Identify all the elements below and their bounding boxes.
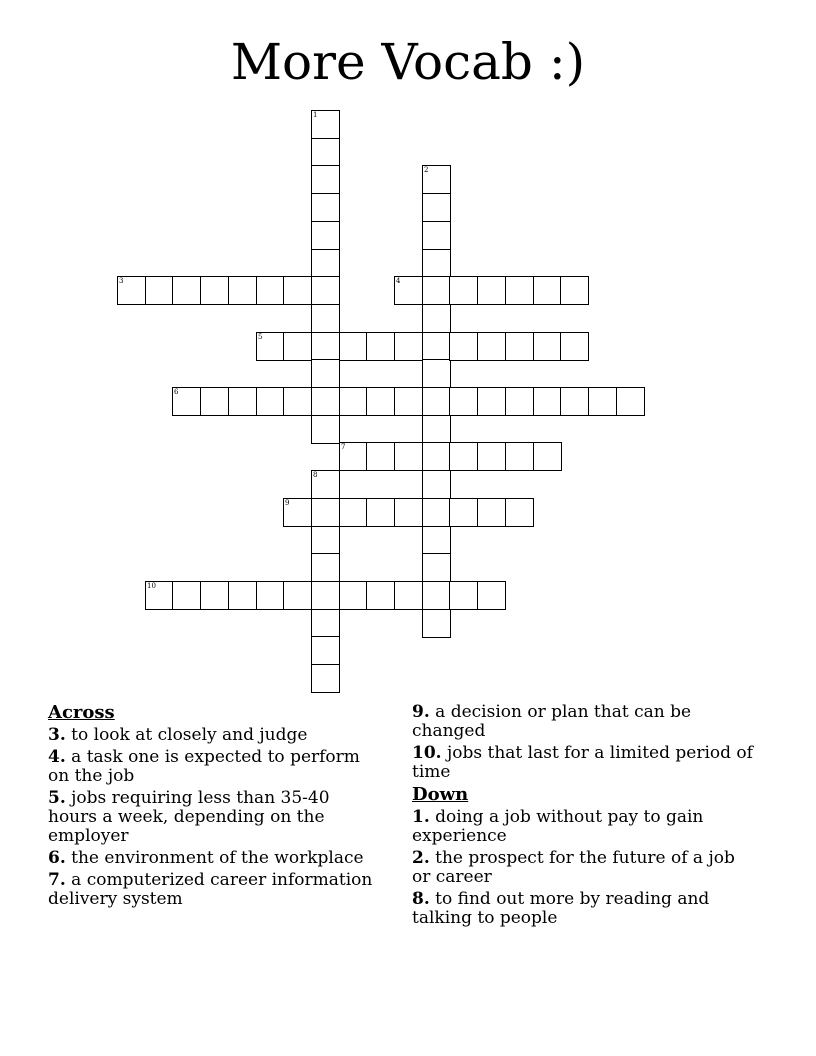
clue-number: 3	[119, 277, 124, 285]
grid-cell[interactable]	[200, 387, 229, 416]
grid-cell[interactable]	[560, 332, 589, 361]
grid-cell[interactable]	[394, 442, 423, 471]
grid-cell[interactable]	[200, 581, 229, 610]
grid-cell[interactable]	[311, 526, 340, 555]
grid-cell[interactable]	[422, 442, 451, 471]
clue-number: 6	[174, 388, 179, 396]
grid-cell[interactable]	[311, 193, 340, 222]
clue-across-5: 5. jobs requiring less than 35-40 hours a week, depending on the employer	[48, 788, 330, 846]
grid-cell[interactable]	[311, 664, 340, 693]
clue-across-4: 4. a task one is expected to perform on the job	[48, 747, 360, 786]
grid-cell[interactable]	[311, 553, 340, 582]
grid-cell[interactable]	[449, 581, 478, 610]
grid-cell[interactable]	[311, 498, 340, 527]
grid-cell[interactable]	[394, 332, 423, 361]
grid-cell[interactable]	[311, 387, 340, 416]
grid-cell[interactable]	[533, 442, 562, 471]
grid-cell[interactable]	[366, 332, 395, 361]
grid-cell[interactable]	[256, 332, 285, 361]
grid-cell[interactable]	[560, 276, 589, 305]
grid-cell[interactable]	[311, 609, 340, 638]
grid-cell[interactable]	[422, 221, 451, 250]
grid-cell[interactable]	[311, 636, 340, 665]
across-clues	[48, 703, 383, 912]
grid-cell[interactable]	[394, 581, 423, 610]
grid-cell[interactable]	[560, 387, 589, 416]
grid-cell[interactable]	[339, 442, 368, 471]
grid-cell[interactable]	[422, 332, 451, 361]
grid-cell[interactable]	[283, 276, 312, 305]
grid-cell[interactable]	[228, 581, 257, 610]
grid-cell[interactable]	[422, 470, 451, 499]
down-heading: Down	[412, 784, 469, 805]
grid-cell[interactable]	[339, 332, 368, 361]
grid-cell[interactable]	[422, 387, 451, 416]
grid-cell[interactable]	[311, 249, 340, 278]
grid-cell[interactable]	[449, 387, 478, 416]
grid-cell[interactable]	[256, 387, 285, 416]
grid-cell[interactable]	[311, 415, 340, 444]
grid-cell[interactable]	[505, 442, 534, 471]
grid-cell[interactable]	[366, 498, 395, 527]
clue-number: 9	[285, 499, 290, 507]
clue-number: 1	[313, 111, 318, 119]
grid-cell[interactable]	[422, 276, 451, 305]
grid-cell[interactable]	[172, 581, 201, 610]
grid-cell[interactable]	[366, 442, 395, 471]
grid-cell[interactable]	[422, 304, 451, 333]
clue-across-9: 9. a decision or plan that can be changed	[412, 702, 692, 741]
grid-cell[interactable]	[422, 249, 451, 278]
grid-cell[interactable]	[311, 304, 340, 333]
grid-cell[interactable]	[145, 276, 174, 305]
grid-cell[interactable]	[477, 387, 506, 416]
grid-cell[interactable]	[616, 387, 645, 416]
grid-cell[interactable]	[422, 526, 451, 555]
clue-across-6: 6. the environment of the workplace	[48, 848, 364, 868]
grid-cell[interactable]	[172, 276, 201, 305]
grid-cell[interactable]	[422, 415, 451, 444]
grid-cell[interactable]	[477, 332, 506, 361]
grid-cell[interactable]	[422, 359, 451, 388]
grid-cell[interactable]	[283, 498, 312, 527]
grid-cell[interactable]	[449, 498, 478, 527]
grid-cell[interactable]	[145, 581, 174, 610]
grid-cell[interactable]	[200, 276, 229, 305]
grid-cell[interactable]	[228, 276, 257, 305]
grid-cell[interactable]	[311, 581, 340, 610]
grid-cell[interactable]	[533, 332, 562, 361]
more-clues	[412, 703, 757, 931]
clue-across-3: 3. to look at closely and judge	[48, 725, 308, 745]
clue-number: 10	[147, 582, 156, 590]
grid-cell[interactable]	[588, 387, 617, 416]
grid-cell[interactable]	[422, 553, 451, 582]
grid-cell[interactable]	[422, 609, 451, 638]
grid-cell[interactable]	[311, 165, 340, 194]
clue-down-2: 2. the prospect for the future of a job or career	[412, 848, 735, 887]
grid-cell[interactable]	[283, 581, 312, 610]
grid-cell[interactable]	[394, 276, 423, 305]
grid-cell[interactable]	[394, 387, 423, 416]
grid-cell[interactable]	[311, 359, 340, 388]
grid-cell[interactable]	[477, 498, 506, 527]
grid-cell[interactable]	[311, 221, 340, 250]
grid-cell[interactable]	[505, 387, 534, 416]
clue-across-7: 7. a computerized career information delivery system	[48, 870, 373, 909]
across-heading: Across	[48, 702, 115, 723]
grid-cell[interactable]	[505, 276, 534, 305]
grid-cell[interactable]	[394, 498, 423, 527]
grid-cell[interactable]	[449, 332, 478, 361]
clue-number: 4	[396, 277, 401, 285]
clue-across-10: 10. jobs that last for a limited period of time	[412, 743, 753, 782]
grid-cell[interactable]	[283, 332, 312, 361]
clue-down-1: 1. doing a job without pay to gain experience	[412, 807, 704, 846]
grid-cell[interactable]	[449, 442, 478, 471]
grid-cell[interactable]	[505, 332, 534, 361]
grid-cell[interactable]	[256, 581, 285, 610]
grid-cell[interactable]	[311, 138, 340, 167]
grid-cell[interactable]	[422, 498, 451, 527]
grid-cell[interactable]	[311, 470, 340, 499]
clue-number: 2	[424, 166, 429, 174]
grid-cell[interactable]	[477, 276, 506, 305]
grid-cell[interactable]	[311, 110, 340, 139]
grid-cell[interactable]	[477, 442, 506, 471]
page-title: More Vocab :)	[230, 33, 586, 91]
grid-cell[interactable]	[256, 276, 285, 305]
grid-cell[interactable]	[533, 276, 562, 305]
clue-number: 8	[313, 471, 318, 479]
clue-number: 7	[341, 443, 346, 451]
grid-cell[interactable]	[311, 332, 340, 361]
grid-cell[interactable]	[117, 276, 146, 305]
grid-cell[interactable]	[228, 387, 257, 416]
clue-number: 5	[258, 333, 263, 341]
grid-cell[interactable]	[339, 581, 368, 610]
grid-cell[interactable]	[422, 193, 451, 222]
grid-cell[interactable]	[422, 165, 451, 194]
grid-cell[interactable]	[339, 498, 368, 527]
grid-cell[interactable]	[366, 581, 395, 610]
grid-cell[interactable]	[422, 581, 451, 610]
grid-cell[interactable]	[339, 387, 368, 416]
grid-cell[interactable]	[505, 498, 534, 527]
grid-cell[interactable]	[283, 387, 312, 416]
grid-cell[interactable]	[311, 276, 340, 305]
grid-cell[interactable]	[533, 387, 562, 416]
clue-down-8: 8. to find out more by reading and talking to people	[412, 889, 710, 928]
grid-cell[interactable]	[366, 387, 395, 416]
grid-cell[interactable]	[477, 581, 506, 610]
grid-cell[interactable]	[449, 276, 478, 305]
grid-cell[interactable]	[172, 387, 201, 416]
